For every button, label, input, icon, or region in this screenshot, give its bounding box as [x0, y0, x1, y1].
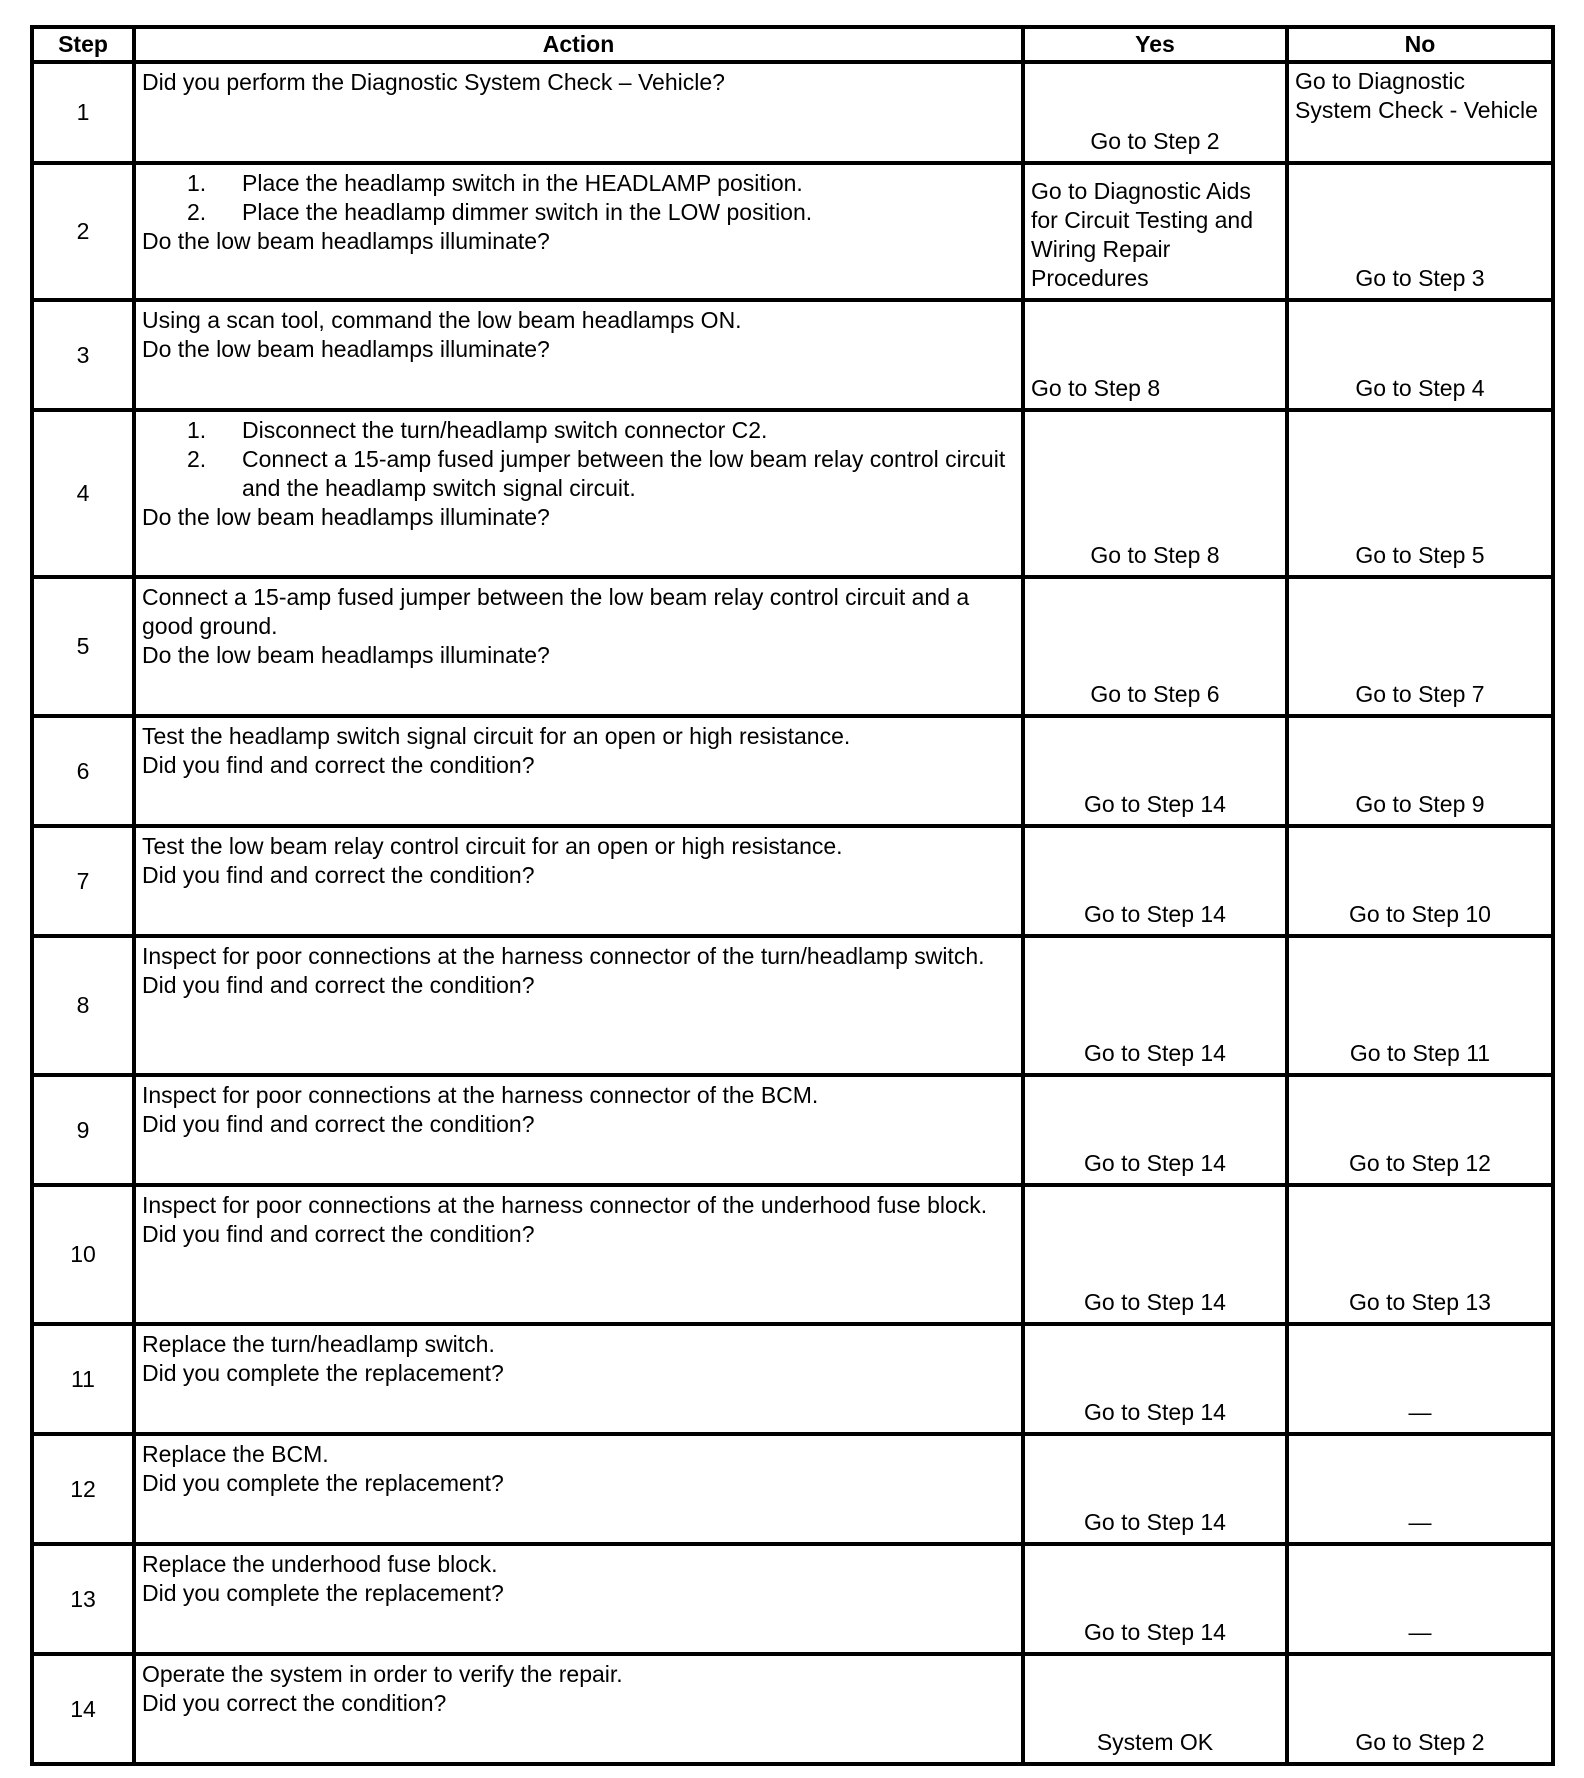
action-cell: [134, 716, 1023, 826]
no-result: Go to Step 4: [1287, 300, 1553, 410]
action-cell: [134, 1654, 1023, 1764]
no-result: Go to Diagnostic System Check - Vehicle: [1287, 62, 1553, 163]
action-instructions: [142, 416, 1015, 503]
action-cell: [134, 1075, 1023, 1185]
action-cell: [134, 1434, 1023, 1544]
action-question: Do the low beam headlamps illuminate?: [142, 228, 550, 254]
table-row: [32, 410, 1553, 577]
diagnostic-table: [30, 25, 1555, 1766]
action-content: [142, 722, 1015, 780]
yes-result: Go to Step 8: [1023, 410, 1287, 577]
action-content: [142, 416, 1015, 532]
action-cell: [134, 62, 1023, 163]
action-content: [142, 68, 1015, 97]
action-content: [142, 942, 1015, 1000]
header-no: No: [1287, 27, 1553, 62]
step-number: 9: [32, 1075, 134, 1185]
action-instructions: [142, 722, 1015, 751]
action-question: Do the low beam headlamps illuminate?: [142, 642, 550, 668]
action-text: Connect a 15-amp fused jumper between the low beam relay control circuit and a good ground.: [142, 584, 970, 639]
table-row: [32, 1075, 1553, 1185]
yes-result: Go to Step 6: [1023, 577, 1287, 716]
action-question: Do the low beam headlamps illuminate?: [142, 504, 550, 530]
no-result: —: [1287, 1434, 1553, 1544]
action-text: Test the headlamp switch signal circuit for an open or high resistance.: [142, 723, 851, 749]
step-number: 3: [32, 300, 134, 410]
action-content: [142, 1660, 1015, 1718]
action-content: [142, 583, 1015, 670]
substep-item: [187, 445, 1015, 503]
no-result: Go to Step 9: [1287, 716, 1553, 826]
action-question: Did you complete the replacement?: [142, 1580, 504, 1606]
substep-number: 2.: [187, 199, 207, 225]
action-text: Replace the underhood fuse block.: [142, 1551, 498, 1577]
no-result: Go to Step 11: [1287, 936, 1553, 1075]
action-question: Did you find and correct the condition?: [142, 862, 535, 888]
action-question: Did you complete the replacement?: [142, 1360, 504, 1386]
action-content: [142, 169, 1015, 256]
step-number: 6: [32, 716, 134, 826]
header-step: Step: [32, 27, 134, 62]
action-text: Using a scan tool, command the low beam headlamps ON.: [142, 307, 742, 333]
action-content: [142, 1330, 1015, 1388]
yes-result: Go to Step 14: [1023, 826, 1287, 936]
yes-result: Go to Step 14: [1023, 1544, 1287, 1654]
substep-text: Place the headlamp dimmer switch in the LOW position.: [242, 199, 813, 225]
action-cell: [134, 1544, 1023, 1654]
yes-result: Go to Diagnostic Aids for Circuit Testing and Wiring Repair Procedures: [1023, 163, 1287, 300]
action-cell: [134, 163, 1023, 300]
action-text: Operate the system in order to verify the repair.: [142, 1661, 623, 1687]
yes-result: Go to Step 14: [1023, 1324, 1287, 1434]
step-number: 7: [32, 826, 134, 936]
step-number: 10: [32, 1185, 134, 1324]
action-question: Did you correct the condition?: [142, 1690, 447, 1716]
step-number: 12: [32, 1434, 134, 1544]
table-row: [32, 1544, 1553, 1654]
no-result: Go to Step 13: [1287, 1185, 1553, 1324]
substep-item: [187, 416, 1015, 445]
table-row: [32, 62, 1553, 163]
action-question: Did you find and correct the condition?: [142, 972, 535, 998]
table-row: [32, 716, 1553, 826]
substep-text: Connect a 15-amp fused jumper between the low beam relay control circuit and the headlamp switch signal circuit.: [242, 446, 1006, 501]
table-row: [32, 1185, 1553, 1324]
action-cell: [134, 300, 1023, 410]
substep-number: 1.: [187, 417, 207, 443]
action-question: Did you find and correct the condition?: [142, 1111, 535, 1137]
table-row: [32, 300, 1553, 410]
action-text: Inspect for poor connections at the harness connector of the turn/headlamp switch.: [142, 943, 985, 969]
yes-result: Go to Step 14: [1023, 1185, 1287, 1324]
yes-result: Go to Step 14: [1023, 1434, 1287, 1544]
step-number: 4: [32, 410, 134, 577]
step-number: 13: [32, 1544, 134, 1654]
no-result: Go to Step 2: [1287, 1654, 1553, 1764]
table-row: [32, 1434, 1553, 1544]
table-row: [32, 577, 1553, 716]
action-question: Do the low beam headlamps illuminate?: [142, 336, 550, 362]
no-result: —: [1287, 1324, 1553, 1434]
table-row: [32, 1324, 1553, 1434]
action-instructions: [142, 1550, 1015, 1579]
table-row: [32, 826, 1553, 936]
action-cell: [134, 1185, 1023, 1324]
step-number: 8: [32, 936, 134, 1075]
action-instructions: [142, 1330, 1015, 1359]
table-row: [32, 1654, 1553, 1764]
action-instructions: [142, 68, 1015, 97]
action-cell: [134, 577, 1023, 716]
action-text: Did you perform the Diagnostic System Check – Vehicle?: [142, 69, 725, 95]
action-instructions: [142, 942, 1015, 971]
numbered-substeps: [142, 416, 1015, 503]
substep-item: [187, 198, 1015, 227]
action-question: Did you find and correct the condition?: [142, 1221, 535, 1247]
substep-item: [187, 169, 1015, 198]
action-instructions: [142, 1081, 1015, 1110]
no-result: Go to Step 12: [1287, 1075, 1553, 1185]
numbered-substeps: [142, 169, 1015, 227]
step-number: 11: [32, 1324, 134, 1434]
action-content: [142, 306, 1015, 364]
action-instructions: [142, 1660, 1015, 1689]
no-result: Go to Step 5: [1287, 410, 1553, 577]
yes-result: Go to Step 2: [1023, 62, 1287, 163]
step-number: 2: [32, 163, 134, 300]
yes-result: Go to Step 8: [1023, 300, 1287, 410]
action-text: Replace the BCM.: [142, 1441, 329, 1467]
action-instructions: [142, 306, 1015, 335]
action-question: Did you complete the replacement?: [142, 1470, 504, 1496]
action-text: Test the low beam relay control circuit for an open or high resistance.: [142, 833, 843, 859]
action-content: [142, 1440, 1015, 1498]
yes-result: Go to Step 14: [1023, 1075, 1287, 1185]
yes-result: Go to Step 14: [1023, 716, 1287, 826]
substep-number: 1.: [187, 170, 207, 196]
step-number: 5: [32, 577, 134, 716]
substep-number: 2.: [187, 446, 207, 472]
substep-text: Place the headlamp switch in the HEADLAMP position.: [242, 170, 803, 196]
action-content: [142, 832, 1015, 890]
action-content: [142, 1191, 1015, 1249]
action-content: [142, 1081, 1015, 1139]
action-content: [142, 1550, 1015, 1608]
action-instructions: [142, 1440, 1015, 1469]
action-text: Inspect for poor connections at the harness connector of the underhood fuse block.: [142, 1192, 988, 1218]
no-result: Go to Step 10: [1287, 826, 1553, 936]
no-result: Go to Step 7: [1287, 577, 1553, 716]
action-instructions: [142, 1191, 1015, 1220]
action-instructions: [142, 583, 1015, 641]
substep-text: Disconnect the turn/headlamp switch connector C2.: [242, 417, 768, 443]
header-action: Action: [134, 27, 1023, 62]
action-text: Inspect for poor connections at the harness connector of the BCM.: [142, 1082, 819, 1108]
header-yes: Yes: [1023, 27, 1287, 62]
table-header-row: [32, 27, 1553, 62]
action-cell: [134, 1324, 1023, 1434]
table-row: [32, 936, 1553, 1075]
action-cell: [134, 936, 1023, 1075]
action-text: Replace the turn/headlamp switch.: [142, 1331, 495, 1357]
action-instructions: [142, 169, 1015, 227]
yes-result: Go to Step 14: [1023, 936, 1287, 1075]
step-number: 14: [32, 1654, 134, 1764]
action-cell: [134, 410, 1023, 577]
step-number: 1: [32, 62, 134, 163]
table-row: [32, 163, 1553, 300]
no-result: —: [1287, 1544, 1553, 1654]
yes-result: System OK: [1023, 1654, 1287, 1764]
action-question: Did you find and correct the condition?: [142, 752, 535, 778]
no-result: Go to Step 3: [1287, 163, 1553, 300]
action-cell: [134, 826, 1023, 936]
action-instructions: [142, 832, 1015, 861]
